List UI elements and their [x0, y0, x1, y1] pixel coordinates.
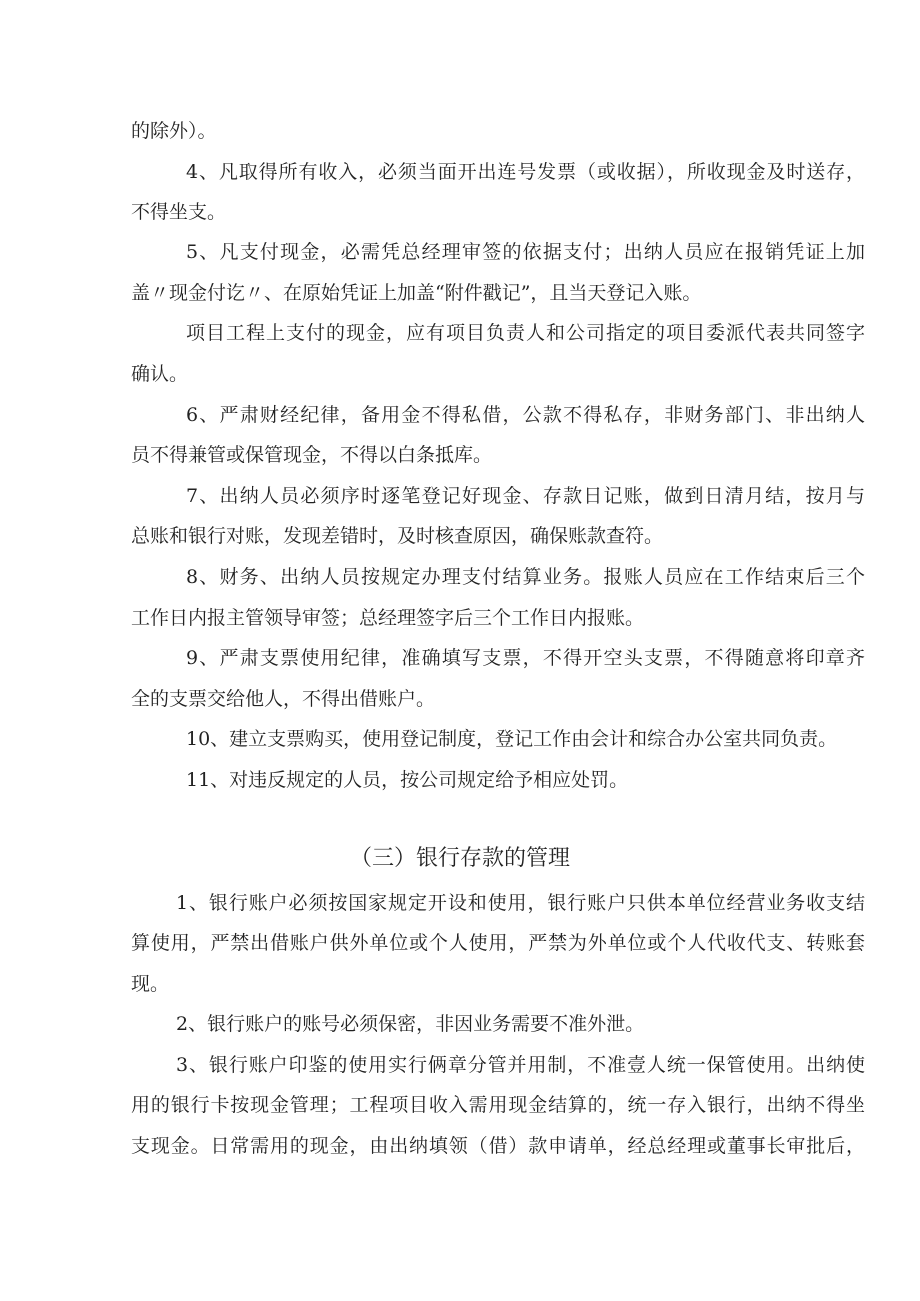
text-line: 的除外）。 [131, 120, 217, 142]
text-line: 2、银行账户的账号必须保密，非因业务需要不准外泄。 [176, 1013, 645, 1035]
text-line: 确认。 [131, 363, 189, 385]
text-line: 全的支票交给他人，不得出借账户。 [131, 688, 436, 710]
text-line: 支现金。日常需用的现金，由出纳填领（借）款申请单，经总经理或董事长审批后， [131, 1135, 865, 1157]
section-heading: （三）银行存款的管理 [349, 846, 570, 871]
text-line: 4、凡取得所有收入，必须当面开出连号发票（或收据），所收现金及时送存， [186, 161, 865, 183]
text-line: 3、银行账户印鉴的使用实行俩章分管并用制，不准壹人统一保管使用。出纳使 [176, 1054, 865, 1076]
text-line: 盖〃现金付讫〃、在原始凭证上加盖“附件戳记”，且当天登记入账。 [131, 282, 702, 304]
text-line: 5、凡支付现金，必需凭总经理审签的依据支付；出纳人员应在报销凭证上加 [186, 241, 865, 263]
text-line: 工作日内报主管领导审签；总经理签字后三个工作日内报账。 [131, 607, 645, 629]
text-line: 9、严肃支票使用纪律，准确填写支票，不得开空头支票，不得随意将印章齐 [186, 647, 865, 669]
text-line: 6、严肃财经纪律，备用金不得私借，公款不得私存，非财务部门、非出纳人 [186, 404, 865, 426]
text-line: 算使用，严禁出借账户供外单位或个人使用，严禁为外单位或个人代收代支、转账套 [131, 932, 865, 954]
text-line: 项目工程上支付的现金，应有项目负责人和公司指定的项目委派代表共同签字 [186, 322, 865, 344]
text-line: 1、银行账户必须按国家规定开设和使用，银行账户只供本单位经营业务收支结 [176, 892, 865, 914]
text-line: 现。 [131, 973, 170, 995]
text-line: 7、出纳人员必须序时逐笔登记好现金、存款日记账，做到日清月结，按月与 [186, 485, 865, 507]
text-line: 不得坐支。 [131, 201, 227, 223]
text-line: 10、建立支票购买，使用登记制度，登记工作由会计和综合办公室共同负责。 [186, 728, 838, 750]
text-line: 总账和银行对账，发现差错时，及时核查原因，确保账款查符。 [131, 525, 664, 547]
text-line: 用的银行卡按现金管理；工程项目收入需用现金结算的，统一存入银行，出纳不得坐 [131, 1094, 865, 1116]
text-line: 员不得兼管或保管现金，不得以白条抵库。 [131, 444, 493, 466]
text-line: 8、财务、出纳人员按规定办理支付结算业务。报账人员应在工作结束后三个 [186, 566, 865, 588]
text-line: 11、对违反规定的人员，按公司规定给予相应处罚。 [186, 769, 629, 791]
